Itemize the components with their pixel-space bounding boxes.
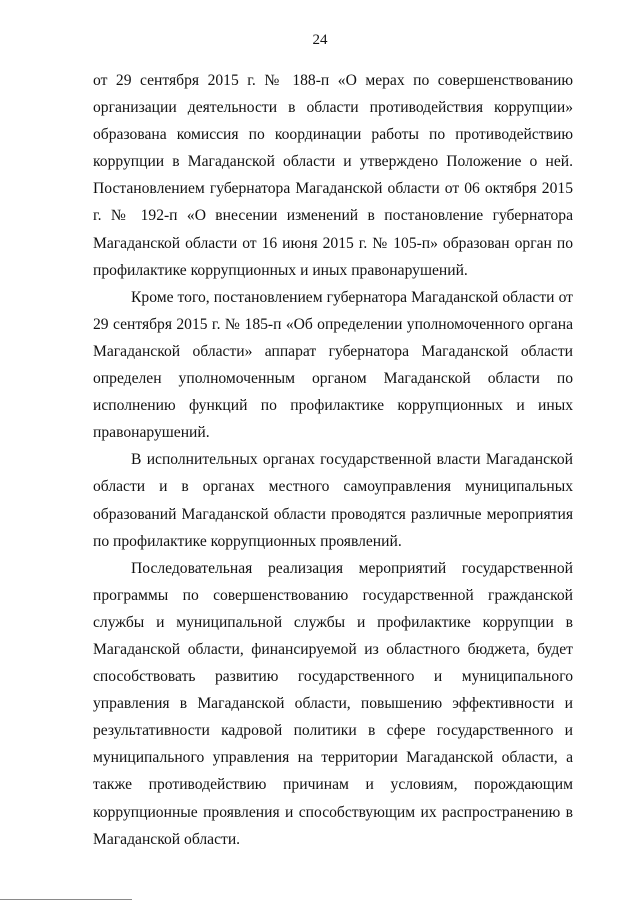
paragraph-executive-bodies: В исполнительных органах государственной власти Магаданской области и в органах местного самоуправления муниципальных образований Магаданской области проводятся различные мероприятия по профилактике коррупционных проявлений.	[93, 451, 573, 550]
footer-rule	[0, 899, 132, 900]
paragraph-program-implementation: Последовательная реализация мероприятий государственной программы по совершенствованию государственной гражданской службы и муниципальной службы и профилактике коррупции в Магаданской области, финансируемой из областного бюджета, будет способствовать развитию государственного и муниципального управления в Магаданской области, повышению эффективности и результативности кадровой политики в сфере государственного и муниципального управления на территории Магаданской области, а также противодействию причинам и условиям, порождающим коррупционные проявления и способствующим их распространению в Магаданской области.	[93, 559, 573, 848]
page-number: 24	[312, 32, 328, 48]
paragraph-authorized-body: Кроме того, постановлением губернатора Магаданской области от 29 сентября 2015 г. № 185-п «Об определении уполномоченного органа Магаданской области» аппарат губернатора Магаданской области определен уполномоченным органом Магаданской области по исполнению функций по профилактике коррупционных и иных правонарушений.	[93, 288, 573, 442]
document-body	[93, 67, 573, 853]
paragraph-continuation: от 29 сентября 2015 г. № 188-п «О мерах по совершенствованию организации деятельности в области противодействия коррупции» образована комиссия по координации работы по противодействию коррупции в Магаданской области и утверждено Положение о ней. Постановлением губернатора Магаданской области от 06 октября 2015 г. № 192-п «О внесении изменений в постановление губернатора Магаданской области от 16 июня 2015 г. № 105-п» образован орган по профилактике коррупционных и иных правонарушений.	[93, 72, 573, 279]
